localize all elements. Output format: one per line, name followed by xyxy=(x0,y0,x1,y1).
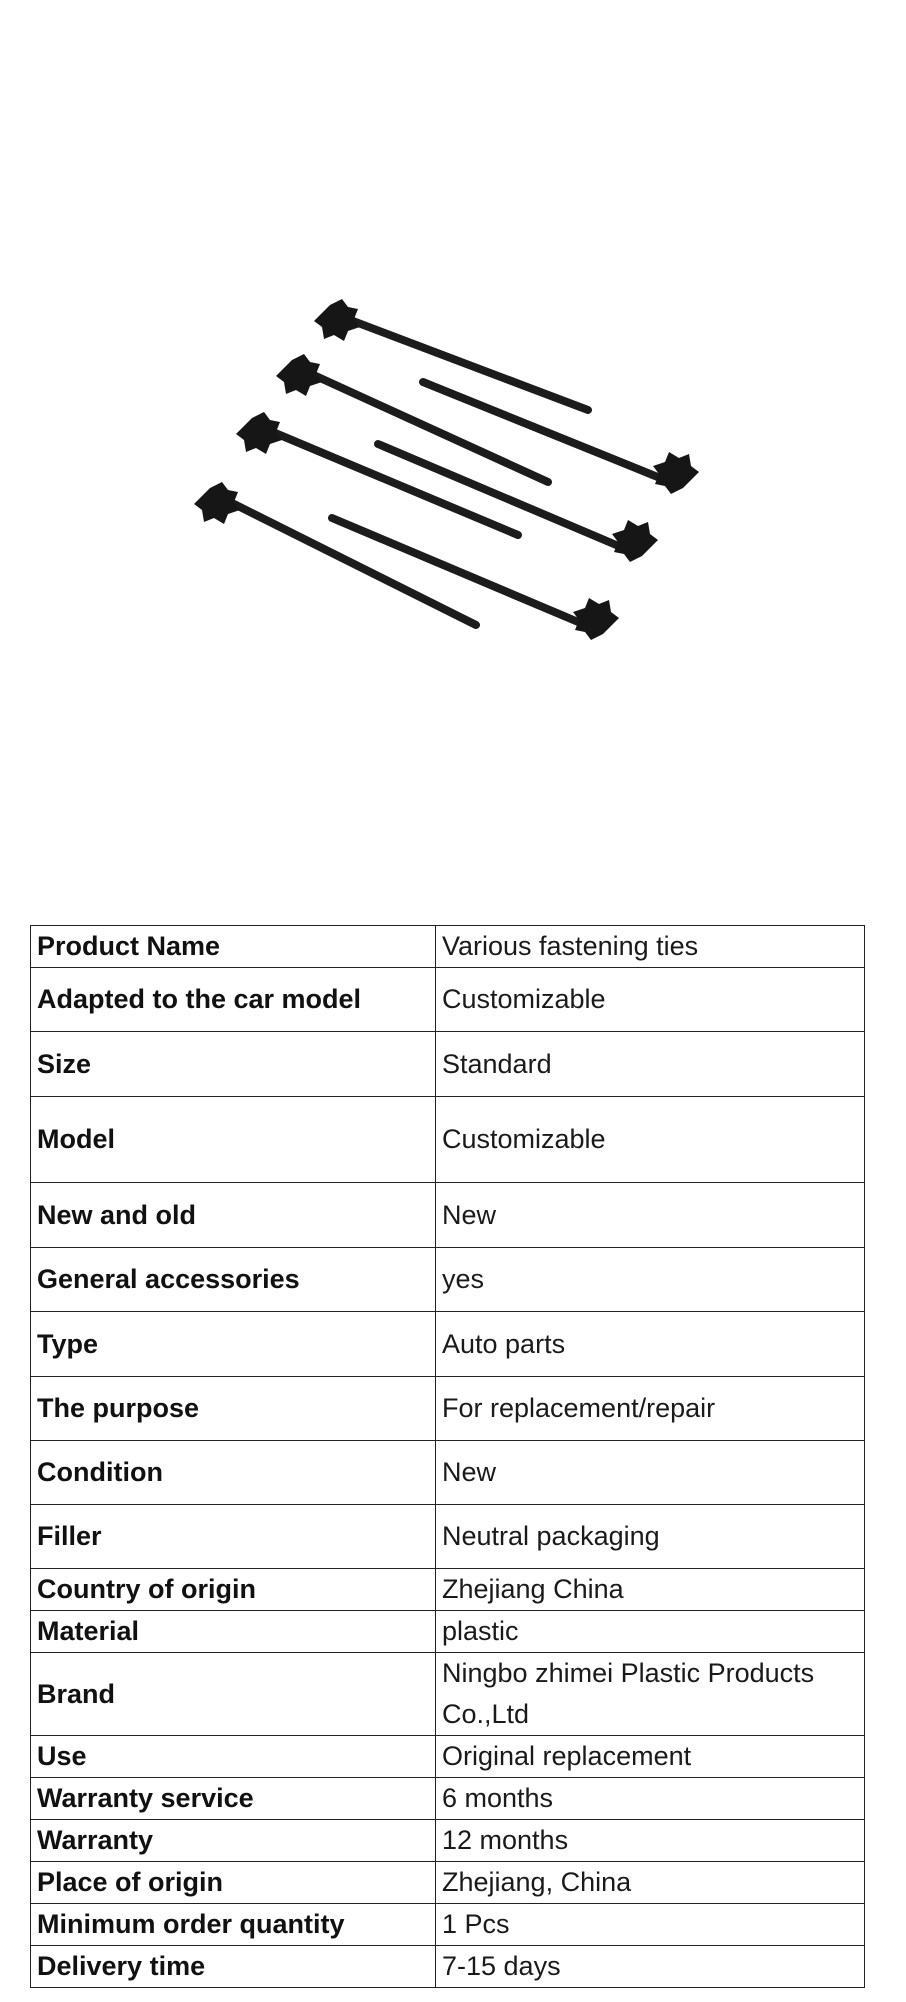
row-value: New xyxy=(436,1441,865,1505)
row-value: yes xyxy=(436,1248,865,1312)
row-label: Material xyxy=(31,1611,436,1653)
row-value: Customizable xyxy=(436,1097,865,1183)
table-row xyxy=(31,1183,865,1248)
row-value: Zhejiang, China xyxy=(436,1862,865,1904)
table-row xyxy=(31,1653,865,1736)
row-value: 1 Pcs xyxy=(436,1904,865,1946)
table-row xyxy=(31,1862,865,1904)
table-row xyxy=(31,1611,865,1653)
row-value: 12 months xyxy=(436,1820,865,1862)
table-row xyxy=(31,1312,865,1377)
table-row xyxy=(31,1569,865,1611)
row-value: Standard xyxy=(436,1032,865,1097)
row-label: Warranty service xyxy=(31,1778,436,1820)
row-value: 7-15 days xyxy=(436,1946,865,1988)
spec-table xyxy=(30,925,865,1988)
row-label: Type xyxy=(31,1312,436,1377)
table-row xyxy=(31,1736,865,1778)
table-row xyxy=(31,1248,865,1312)
table-row xyxy=(31,926,865,968)
row-label: Use xyxy=(31,1736,436,1778)
table-row xyxy=(31,1904,865,1946)
table-row xyxy=(31,1441,865,1505)
table-row xyxy=(31,1778,865,1820)
row-label: Filler xyxy=(31,1505,436,1569)
row-value: Ningbo zhimei Plastic Products Co.,Ltd xyxy=(436,1653,865,1736)
table-row xyxy=(31,1097,865,1183)
row-label: Model xyxy=(31,1097,436,1183)
product-image xyxy=(0,0,906,900)
row-label: Warranty xyxy=(31,1820,436,1862)
row-label: General accessories xyxy=(31,1248,436,1312)
row-label: Place of origin xyxy=(31,1862,436,1904)
cable-tie xyxy=(236,412,518,535)
row-label: Minimum order quantity xyxy=(31,1904,436,1946)
row-label: Delivery time xyxy=(31,1946,436,1988)
table-row xyxy=(31,1820,865,1862)
row-value: Zhejiang China xyxy=(436,1569,865,1611)
row-value: New xyxy=(436,1183,865,1248)
row-value: Original replacement xyxy=(436,1736,865,1778)
row-label: Adapted to the car model xyxy=(31,968,436,1032)
table-row xyxy=(31,1946,865,1988)
row-value: For replacement/repair xyxy=(436,1377,865,1441)
row-value: Customizable xyxy=(436,968,865,1032)
table-row xyxy=(31,968,865,1032)
table-row xyxy=(31,1377,865,1441)
row-label: New and old xyxy=(31,1183,436,1248)
row-label: Country of origin xyxy=(31,1569,436,1611)
row-value: 6 months xyxy=(436,1778,865,1820)
row-label: The purpose xyxy=(31,1377,436,1441)
row-value: Neutral packaging xyxy=(436,1505,865,1569)
row-label: Size xyxy=(31,1032,436,1097)
row-value: Auto parts xyxy=(436,1312,865,1377)
table-row xyxy=(31,1032,865,1097)
row-label: Condition xyxy=(31,1441,436,1505)
row-value: Various fastening ties xyxy=(436,926,865,968)
row-value: plastic xyxy=(436,1611,865,1653)
row-label: Product Name xyxy=(31,926,436,968)
table-row xyxy=(31,1505,865,1569)
row-label: Brand xyxy=(31,1653,436,1736)
